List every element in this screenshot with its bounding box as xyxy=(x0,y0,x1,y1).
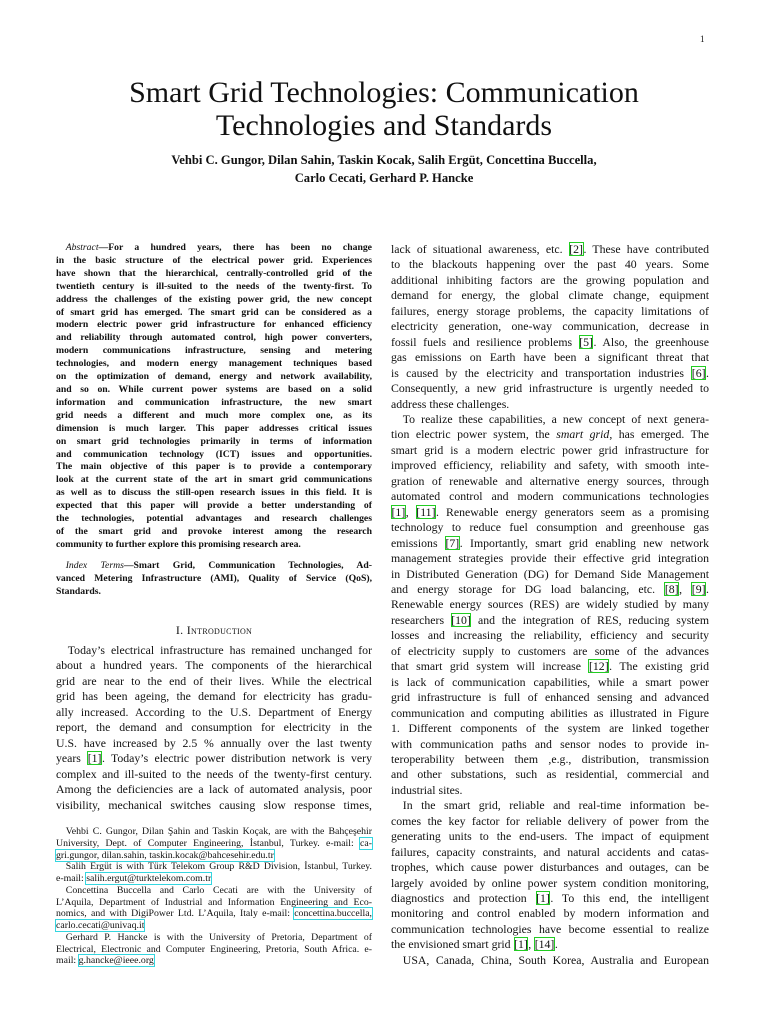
text-line xyxy=(391,628,709,643)
text-line xyxy=(391,737,709,752)
text-run: of electricity supply to customers are some of the advances xyxy=(391,643,709,658)
text-run: . xyxy=(706,365,709,380)
citation-link[interactable]: [1] xyxy=(87,751,102,766)
text-run: emissions xyxy=(391,535,445,550)
right-column-body xyxy=(391,242,709,968)
text-line xyxy=(391,752,709,767)
text-line xyxy=(391,829,709,844)
text-run: on smart grid technologies primarily in terms of information xyxy=(56,435,372,447)
text-run: address the challenges of the existing power grid, the new concept xyxy=(56,293,372,305)
paragraph xyxy=(56,861,372,885)
text-run: . Renewable energy generators seem as a promising xyxy=(436,504,709,519)
text-run: —For a hundred years, there has been no change xyxy=(98,242,372,253)
text-line xyxy=(56,658,372,673)
text-line xyxy=(56,397,372,410)
text-run: largely avoided by online power system condition monitoring, xyxy=(391,875,709,890)
text-run: failures, energy storage problems, the capacity limitations of xyxy=(391,303,709,318)
email-link[interactable]: concettina.buccella, xyxy=(294,908,372,920)
text-line xyxy=(56,307,372,320)
text-line xyxy=(56,423,372,436)
text-line xyxy=(56,436,372,449)
text-run: technology to reduce fuel consumption and greenhouse gas xyxy=(391,520,709,535)
text-line xyxy=(391,675,709,690)
citation-link[interactable]: [1] xyxy=(514,937,528,952)
citation-link[interactable]: [1] xyxy=(391,504,406,519)
text-run: . xyxy=(706,581,709,596)
text-run: Renewable energy sources (RES) are widely studied by many xyxy=(391,597,709,612)
text-run: , xyxy=(528,937,535,952)
text-run: to the blackouts happening over the past 40 years. Some xyxy=(391,257,709,272)
text-line xyxy=(56,449,372,462)
text-line xyxy=(56,487,372,500)
citation-link[interactable]: [7] xyxy=(445,535,460,550)
text-run: of the smart grid and provoke interest among the research xyxy=(56,525,372,537)
text-line xyxy=(56,955,372,967)
text-line xyxy=(56,410,372,423)
paragraph xyxy=(391,412,709,798)
abstract xyxy=(56,242,372,552)
text-run: community to further explore this promising research area. xyxy=(56,538,301,550)
text-line xyxy=(56,826,372,838)
text-run: . Importantly, smart grid enabling new network xyxy=(459,535,709,550)
text-run: —Smart Grid, Communication Technologies, Ad- xyxy=(123,560,372,571)
text-line xyxy=(391,381,709,396)
text-run: communication technologies have become essential to realize xyxy=(391,921,709,936)
text-line xyxy=(56,281,372,294)
citation-link[interactable]: [9] xyxy=(691,581,706,596)
text-run: smart grid is a modern electric power grid infrastructure for xyxy=(391,442,709,457)
text-run: comes the key factor for reliable delivery of power from the xyxy=(391,813,709,828)
text-line xyxy=(391,536,709,551)
paragraph xyxy=(391,242,709,412)
text-run: industrial sites. xyxy=(391,782,463,797)
text-line xyxy=(391,690,709,705)
section-heading: I. Introduction xyxy=(175,623,253,637)
text-run: about a hundred years. The components of the hierarchical xyxy=(56,658,372,673)
text-line xyxy=(56,319,372,332)
text-run: U.S. have increased by 2.5 % annually over the last twenty xyxy=(56,735,372,750)
text-run: , xyxy=(679,581,692,596)
text-run: fossil fuels and resilience problems xyxy=(391,334,579,349)
text-run: Standards. xyxy=(56,585,101,597)
text-line xyxy=(391,520,709,535)
text-line xyxy=(391,783,709,798)
text-run: in the basic structure of the electrical power grid. Experiences xyxy=(56,254,372,266)
text-line xyxy=(56,767,372,782)
text-run: address these challenges. xyxy=(391,396,510,411)
text-line xyxy=(391,953,709,968)
text-run: Electrical, Electronic and Computer Engineering, Pretoria, South Africa. e- xyxy=(56,943,372,955)
text-run: monitoring and control enabled by modern information and xyxy=(391,906,709,921)
text-run: have shown that the hierarchical, centrally-controlled grid of the xyxy=(56,267,372,279)
text-line xyxy=(56,920,372,932)
text-line xyxy=(391,366,709,381)
text-run: Concettina Buccella and Carlo Cecati are with the University of xyxy=(65,884,372,896)
text-run: modern electric power grid infrastructure for enhanced efficiency xyxy=(56,319,372,331)
text-run: years xyxy=(56,751,88,766)
text-run: nomics, and with DigiPower Ltd. L’Aquila, Italy e-mail: xyxy=(56,908,295,920)
text-line xyxy=(391,706,709,721)
text-line xyxy=(391,242,709,257)
text-run: grid infrastructure is full of enhanced sensing and advanced xyxy=(391,690,709,705)
text-line xyxy=(56,782,372,797)
text-line xyxy=(56,268,372,281)
text-line xyxy=(56,897,372,909)
text-line xyxy=(56,736,372,751)
text-run: . Also, the greenhouse xyxy=(593,334,710,349)
paragraph xyxy=(56,560,372,599)
author-list xyxy=(0,151,768,187)
title-line: Smart Grid Technologies: Communication xyxy=(129,76,639,109)
text-line xyxy=(56,944,372,956)
text-line xyxy=(56,560,372,573)
text-line xyxy=(56,705,372,720)
text-run: gration of renewable and alternative energy sources, through xyxy=(391,473,709,488)
authors-line: Carlo Cecati, Gerhard P. Hancke xyxy=(294,171,474,185)
text-line xyxy=(391,397,709,412)
text-run: lack of situational awareness, etc. xyxy=(391,242,569,256)
text-line xyxy=(391,891,709,906)
text-run: look at the current state of the art in smart grid communications xyxy=(56,474,372,486)
text-run: L’Aquila, Department of Industrial and Information Engineering and Eco- xyxy=(56,896,372,908)
text-run: is caused by the electricity and transportation industries xyxy=(391,365,692,380)
paragraph xyxy=(56,643,372,813)
text-run: additional inhibiting factors are the growing population and xyxy=(391,272,709,287)
text-line xyxy=(56,751,372,766)
paragraph xyxy=(56,932,372,967)
text-line xyxy=(56,932,372,944)
paragraph xyxy=(391,953,709,968)
text-run: ally increased. According to the U.S. Department of Energy xyxy=(56,704,372,719)
left-column-body xyxy=(56,643,372,813)
citation-link[interactable]: [2] xyxy=(569,242,583,256)
citation-link[interactable]: [1] xyxy=(536,891,550,906)
text-line xyxy=(391,845,709,860)
text-line xyxy=(391,551,709,566)
text-line xyxy=(56,242,372,255)
text-run: management strategies provide their effective grid integration xyxy=(391,551,709,566)
text-line xyxy=(391,304,709,319)
text-line xyxy=(391,922,709,937)
text-run: USA, Canada, China, South Korea, Australia and European xyxy=(402,952,709,967)
citation-link[interactable]: [14] xyxy=(534,937,555,952)
text-run: gas emissions on Earth have been a significant threat that xyxy=(391,350,709,365)
text-line xyxy=(56,838,372,850)
text-line xyxy=(391,644,709,659)
italic-text: smart grid xyxy=(556,427,610,442)
authors-line: Vehbi C. Gungor, Dilan Sahin, Taskin Kocak, Salih Ergüt, Concettina Buccella, xyxy=(171,153,597,167)
text-run: complex and ill-suited to the needs of the twenty-first century. xyxy=(56,766,372,781)
text-line xyxy=(56,332,372,345)
text-line xyxy=(56,873,372,885)
text-line xyxy=(56,526,372,539)
text-line xyxy=(56,500,372,513)
text-line xyxy=(56,539,372,552)
text-run: . To this end, the intelligent xyxy=(550,891,709,906)
text-run: and so on. While current power systems are based on a solid xyxy=(56,383,372,395)
text-run: Salih Ergüt is with Türk Telekom Group R&D Division, İstanbul, Turkey. xyxy=(65,861,372,873)
text-line xyxy=(391,474,709,489)
text-run: losses and increasing the reliability, efficiency and security xyxy=(391,628,709,643)
text-run: and reliability through automated control, high power converters, xyxy=(56,332,372,344)
text-run: trophes, which cause power disturbances and outages, can be xyxy=(391,860,709,875)
text-run: grid are near to the end of their lives. While the electrical xyxy=(56,673,372,688)
text-line xyxy=(391,350,709,365)
text-line xyxy=(56,643,372,658)
italic-text: Index Terms xyxy=(65,560,124,571)
text-run: University, Dept. of Computer Engineering, İstanbul, Turkey. e-mail: xyxy=(56,837,361,849)
text-line xyxy=(56,674,372,689)
text-line xyxy=(391,567,709,582)
text-line xyxy=(391,876,709,891)
text-line xyxy=(56,461,372,474)
text-run: the technologies, potential advantages and research challenges xyxy=(56,513,372,525)
text-run: expected that this paper will provide a better understanding of xyxy=(56,500,372,512)
text-run: The main objective of this paper is to provide a contemporary xyxy=(56,461,372,473)
index-terms xyxy=(56,560,372,599)
page-number: 1 xyxy=(700,34,705,44)
text-run: as well as to discuss the still-open research issues in this field. It is xyxy=(56,487,372,499)
text-line xyxy=(391,613,709,628)
text-run: researchers xyxy=(391,612,451,627)
text-line xyxy=(391,412,709,427)
text-run: tion electric power system, the xyxy=(391,427,557,442)
text-run: communication and computing abilities as illustrated in Figure xyxy=(391,705,709,720)
paragraph xyxy=(56,826,372,861)
text-line xyxy=(391,582,709,597)
citation-link[interactable]: [5] xyxy=(579,334,593,349)
text-line xyxy=(56,255,372,268)
email-link[interactable]: carlo.cecati@univaq.it xyxy=(56,920,145,931)
text-run: automated control and modern communications technologies xyxy=(391,489,709,504)
text-run: e-mail: xyxy=(56,873,87,884)
text-run: In the smart grid, reliable and real-time information be- xyxy=(402,798,709,813)
text-run: and communication technology (ICT) issues and opportunities. xyxy=(56,448,372,460)
text-run: with communication paths and sensor nodes to provide in- xyxy=(391,736,709,751)
text-run: and the integration of RES, reducing system xyxy=(471,612,709,627)
text-run: the envisioned smart grid xyxy=(391,937,514,952)
citation-link[interactable]: [12] xyxy=(588,659,609,674)
footnotes xyxy=(56,826,372,967)
text-line xyxy=(391,937,709,952)
text-line xyxy=(391,257,709,272)
text-line xyxy=(391,814,709,829)
text-line xyxy=(391,597,709,612)
text-line xyxy=(391,458,709,473)
text-line xyxy=(391,319,709,334)
text-run: in Distributed Generation (DG) for Demand Side Management xyxy=(391,566,709,581)
text-line xyxy=(391,273,709,288)
text-line xyxy=(391,335,709,350)
citation-link[interactable]: [8] xyxy=(664,581,679,596)
text-line xyxy=(56,861,372,873)
text-line xyxy=(391,798,709,813)
text-line xyxy=(56,474,372,487)
text-run: failures, capacity constraints, and natural accidents and catas- xyxy=(391,844,709,859)
text-run: visibility, mechanical switches causing slow response times, xyxy=(56,797,372,812)
text-run: . Today’s electric power distribution network is very xyxy=(101,751,372,766)
email-link[interactable]: salih.ergut@turktelekom.com.tr xyxy=(86,873,212,884)
text-run: on the optimization of demand, energy and network availability, xyxy=(56,371,372,383)
text-run: To realize these capabilities, a new concept of next genera- xyxy=(402,411,709,426)
text-line xyxy=(391,767,709,782)
text-line xyxy=(56,384,372,397)
text-run: grid needs a different and much more complex one, as its xyxy=(56,409,372,421)
text-line xyxy=(56,908,372,920)
title-line: Technologies and Standards xyxy=(215,109,553,142)
text-run: Among the deficiencies are a lack of automated analysis, poor xyxy=(56,782,372,797)
text-line xyxy=(56,513,372,526)
text-run: and energy storage for DG load balancing, etc. xyxy=(391,581,665,596)
text-run: Gerhard P. Hancke is with the University of Pretoria, Department of xyxy=(65,931,372,943)
email-link[interactable]: g.hancke@ieee.org xyxy=(78,955,154,967)
text-run: generating units to the end-users. The impact of equipment xyxy=(391,829,709,844)
text-line xyxy=(56,345,372,358)
text-run: Consequently, a new grid infrastructure is urgently needed to xyxy=(391,381,709,396)
text-line xyxy=(56,586,372,599)
paragraph xyxy=(56,885,372,932)
text-line xyxy=(391,489,709,504)
text-run: , has emerged. The xyxy=(609,427,710,442)
citation-link[interactable]: [6] xyxy=(691,365,706,380)
text-run: electricity generation, one-way communication, decrease in xyxy=(391,319,709,334)
text-line xyxy=(56,720,372,735)
email-link[interactable]: ca- xyxy=(360,837,372,849)
text-line xyxy=(56,689,372,704)
text-line xyxy=(56,294,372,307)
text-run: vanced Metering Infrastructure (AMI), Quality of Service (QoS), xyxy=(56,572,372,584)
text-run: improved efficiency, reliability and safety, with smooth inte- xyxy=(391,458,709,473)
text-line xyxy=(391,443,709,458)
text-run: . These have contributed xyxy=(583,242,709,256)
paragraph xyxy=(56,242,372,552)
text-line xyxy=(56,885,372,897)
text-run: 1. Different components of the system are linked together xyxy=(391,721,709,736)
paper-title xyxy=(0,76,768,142)
text-line xyxy=(391,659,709,674)
text-run: dimension is much larger. This paper addresses critical issues xyxy=(56,422,372,434)
text-line xyxy=(391,505,709,520)
text-run: . The existing grid xyxy=(609,659,709,674)
text-run: . xyxy=(554,937,558,952)
paragraph xyxy=(391,798,709,953)
text-line xyxy=(56,798,372,813)
text-run: , xyxy=(405,504,416,519)
text-line xyxy=(56,573,372,586)
text-run: demand for energy, the global climate change, equipment xyxy=(391,288,709,303)
text-line xyxy=(391,288,709,303)
text-run: Vehbi C. Gungor, Dilan Şahin and Taskin Koçak, are with the Bahçeşehir xyxy=(65,826,372,837)
text-run: and other substations, such as residential, commercial and xyxy=(391,767,709,782)
text-run: modern communications infrastructure, sensing and metering xyxy=(56,345,372,357)
text-line xyxy=(391,721,709,736)
text-line xyxy=(56,850,372,862)
text-line xyxy=(56,358,372,371)
text-run: grid has been ageing, the demand for electricity has gradu- xyxy=(56,689,372,704)
text-run: report, the demand and consumption for electricity in the xyxy=(56,720,372,735)
text-run: of smart grid has emerged. The smart grid can be considered as a xyxy=(56,306,372,318)
text-line xyxy=(391,427,709,442)
text-line xyxy=(56,371,372,384)
text-run: information and communication infrastructure, the new smart xyxy=(56,396,372,408)
text-run: teroperability between them ,e.g., distribution, transmission xyxy=(391,751,709,766)
text-run: diagnostics and protection xyxy=(391,891,536,906)
text-line xyxy=(391,906,709,921)
text-run: technologies, and modern energy management techniques based xyxy=(56,358,372,370)
text-run: twentieth century is ill-suited to the needs of the twenty-first. To xyxy=(56,280,372,292)
italic-text: Abstract xyxy=(65,242,99,253)
citation-link[interactable]: [10] xyxy=(451,612,471,627)
text-line xyxy=(391,860,709,875)
text-run: mail: xyxy=(56,955,79,967)
text-run: Today’s electrical infrastructure has remained unchanged for xyxy=(67,643,372,657)
email-link[interactable]: gri.gungor, dilan.sahin, taskin.kocak@bahcesehir.edu.tr xyxy=(56,849,274,861)
citation-link[interactable]: [11] xyxy=(416,504,436,519)
text-run: that smart grid system will increase xyxy=(391,659,589,674)
text-run: is lack of communication capabilities, while a smart power xyxy=(391,674,709,689)
